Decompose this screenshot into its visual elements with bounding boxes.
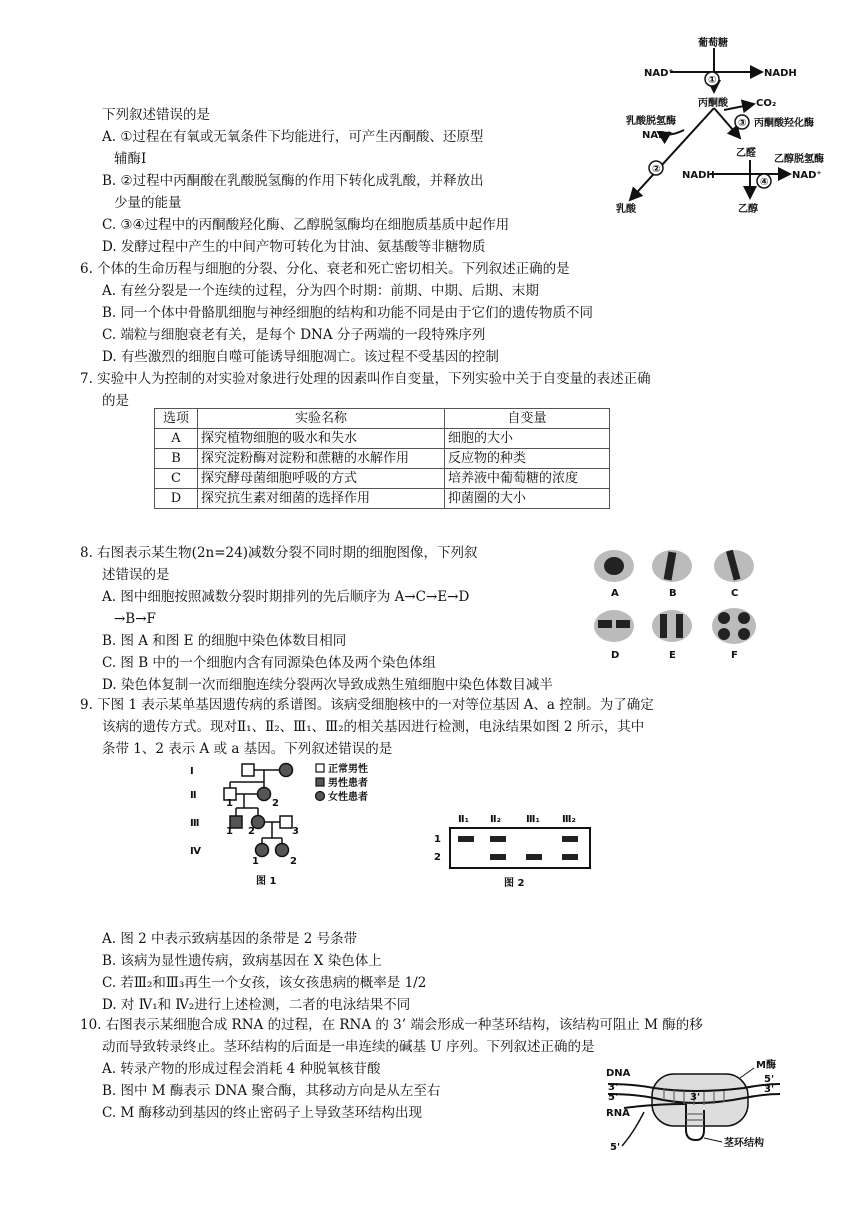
gen-label-2: Ⅱ: [190, 790, 197, 801]
label-5-prime: 5': [764, 1074, 775, 1085]
label-5-prime: 5': [608, 1092, 619, 1103]
experiment-table: [154, 408, 610, 509]
q5-option-b-line1: B. ②过程中丙酮酸在乳酸脱氢酶的作用下转化成乳酸，并释放出: [102, 173, 484, 189]
row-variable: 反应物的种类: [445, 449, 610, 469]
pedigree-i2-affected-female: [280, 764, 293, 777]
row-experiment: 探究抗生素对细菌的选择作用: [198, 489, 445, 509]
q5-option-a-line2: 辅酶Ⅰ: [114, 151, 147, 167]
q8-stem-line1: 8. 右图表示某生物(2n=24)减数分裂不同时期的细胞图像，下列叙: [80, 545, 478, 561]
row-experiment: 探究酵母菌细胞呼吸的方式: [198, 469, 445, 489]
q8-option-a-line2: →B→F: [114, 611, 156, 627]
label-nad2: NAD⁺: [642, 130, 672, 141]
band-ii2-2: [490, 854, 506, 860]
q7-stem-line2: 的是: [102, 393, 129, 409]
q6-option-d: D. 有些激烈的细胞自噬可能诱导细胞凋亡。该过程不受基因的控制: [102, 349, 499, 365]
label-nadh2: NADH: [682, 170, 715, 181]
label-pdc: 丙酮酸羟化酶: [754, 118, 814, 129]
label-co2: CO₂: [756, 98, 777, 109]
pedigree-num: 1: [226, 826, 233, 837]
band-iii1-2: [526, 854, 542, 860]
q8-option-b: B. 图 A 和图 E 的细胞中染色体数目相同: [102, 633, 347, 649]
band-ii1-1: [458, 836, 474, 842]
q6-option-b: B. 同一个体中骨骼肌细胞与神经细胞的结构和功能不同是由于它们的遗传物质不同: [102, 305, 594, 321]
label-step1: ①: [708, 75, 717, 86]
label-nad: NAD⁺: [644, 68, 674, 79]
micrograph-f: [712, 608, 756, 661]
label-stem-loop: 茎环结构: [724, 1138, 764, 1149]
pedigree-ii2-affected-female: [258, 788, 271, 801]
panel-label-d: D: [611, 650, 620, 661]
label-glucose: 葡萄糖: [698, 38, 728, 49]
q10-stem-line1: 10. 右图表示某细胞合成 RNA 的过程，在 RNA 的 3’ 端会形成一种茎环结构，该结构可阻止 M 酶的移: [80, 1017, 703, 1033]
legend-affected-male: 男性患者: [328, 778, 368, 789]
table-row: [155, 489, 610, 509]
pedigree-iii3-normal-male: [280, 816, 292, 828]
q9-stem-line2: 该病的遗传方式。现对Ⅱ₁、Ⅱ₂、Ⅲ₁、Ⅲ₂的相关基因进行检测，电泳结果如图 2 所示，其中: [102, 719, 645, 735]
q9-option-d: D. 对 Ⅳ₁和 Ⅳ₂进行上述检测，二者的电泳结果不同: [102, 997, 411, 1013]
q8-option-d: D. 染色体复制一次而细胞连续分裂两次导致成熟生殖细胞中染色体数目减半: [102, 677, 553, 693]
q5-option-d: D. 发酵过程中产生的中间产物可转化为甘油、氨基酸等非糖物质: [102, 239, 486, 255]
label-3-prime: 3': [690, 1092, 701, 1103]
lane-label: Ⅲ₂: [562, 814, 576, 825]
row-option: C: [155, 469, 198, 489]
panel-label-a: A: [611, 588, 619, 599]
panel-label-c: C: [731, 588, 739, 599]
row-variable: 培养液中葡萄糖的浓度: [445, 469, 610, 489]
q6-option-a: A. 有丝分裂是一个连续的过程，分为四个时期：前期、中期、后期、末期: [102, 283, 539, 299]
q10-stem-line2: 动而导致转录终止。茎环结构的后面是一串连续的碱基 U 序列。下列叙述正确的是: [102, 1039, 595, 1055]
label-adh: 乙醇脱氢酶: [774, 154, 824, 165]
pedigree-num: 2: [248, 826, 255, 837]
legend-normal-male-icon: [316, 764, 324, 772]
label-nadh: NADH: [764, 68, 797, 79]
q6-stem: 6. 个体的生命历程与细胞的分裂、分化、衰老和死亡密切相关。下列叙述正确的是: [80, 261, 570, 277]
label-rna: RNA: [606, 1108, 630, 1119]
header-variable: 自变量: [445, 409, 610, 429]
band-iii2-1: [562, 836, 578, 842]
gen-label-3: Ⅲ: [190, 818, 200, 829]
row-variable: 抑菌圈的大小: [445, 489, 610, 509]
legend-affected-female: 女性患者: [328, 792, 368, 803]
label-ldh: 乳酸脱氢酶: [626, 116, 676, 127]
pedigree-num: 1: [226, 798, 233, 809]
band-label-2: 2: [434, 852, 441, 863]
label-dna: DNA: [606, 1068, 631, 1079]
figure-1-caption: 图 1: [256, 876, 277, 887]
electrophoresis-figure: [430, 810, 600, 890]
q5-stem: 下列叙述错误的是: [102, 107, 210, 123]
pedigree-figure: [186, 760, 412, 890]
legend-affected-female-icon: [316, 792, 325, 801]
panel-label-b: B: [669, 588, 677, 599]
q10-option-b: B. 图中 M 酶表示 DNA 聚合酶，其移动方向是从左至右: [102, 1083, 441, 1099]
pedigree-i1-normal-male: [242, 764, 254, 776]
label-m-enzyme: M酶: [756, 1060, 776, 1071]
lane-label: Ⅱ₂: [490, 814, 501, 825]
figure-2-caption: 图 2: [504, 878, 525, 889]
row-experiment: 探究淀粉酶对淀粉和蔗糖的水解作用: [198, 449, 445, 469]
q5-option-c: C. ③④过程中的丙酮酸羟化酶、乙醇脱氢酶均在细胞质基质中起作用: [102, 217, 510, 233]
table-row: [155, 429, 610, 449]
micrograph-a: [594, 550, 634, 599]
lane-label: Ⅱ₁: [458, 814, 469, 825]
header-experiment: 实验名称: [198, 409, 445, 429]
q9-option-c: C. 若Ⅲ₂和Ⅲ₃再生一个女孩，该女孩患病的概率是 1/2: [102, 975, 427, 991]
row-experiment: 探究植物细胞的吸水和失水: [198, 429, 445, 449]
q10-option-c: C. M 酶移动到基因的终止密码子上导致茎环结构出现: [102, 1105, 423, 1121]
q5-option-b-line2: 少量的能量: [114, 195, 182, 211]
q10-option-a: A. 转录产物的形成过程会消耗 4 种脱氧核苷酸: [102, 1061, 381, 1077]
meiosis-micrographs: [590, 544, 766, 672]
legend-normal-male: 正常男性: [328, 764, 368, 775]
micrograph-d: [594, 610, 634, 661]
q8-option-c: C. 图 B 中的一个细胞内含有同源染色体及两个染色体组: [102, 655, 436, 671]
band-label-1: 1: [434, 834, 441, 845]
micrograph-c: [714, 550, 754, 599]
label-3-prime: 3': [764, 1084, 775, 1095]
table-header-row: [155, 409, 610, 429]
q9-stem-line3: 条带 1、2 表示 A 或 a 基因。下列叙述错误的是: [102, 741, 393, 757]
header-option: 选项: [155, 409, 198, 429]
gel-frame: [450, 828, 590, 868]
pedigree-num: 3: [292, 826, 299, 837]
label-3-prime: 3': [608, 1082, 619, 1093]
legend-affected-male-icon: [316, 778, 324, 786]
q9-option-a: A. 图 2 中表示致病基因的条带是 2 号条带: [102, 931, 358, 947]
gen-label-1: Ⅰ: [190, 766, 194, 777]
panel-label-f: F: [731, 650, 738, 661]
micrograph-e: [652, 610, 692, 661]
label-ethanol: 乙醇: [738, 204, 758, 215]
q9-option-b: B. 该病为显性遗传病，致病基因在 X 染色体上: [102, 953, 382, 969]
q6-option-c: C. 端粒与细胞衰老有关，是每个 DNA 分子两端的一段特殊序列: [102, 327, 486, 343]
row-option: B: [155, 449, 198, 469]
band-ii2-1: [490, 836, 506, 842]
pedigree-num: 2: [272, 798, 279, 809]
q9-stem-line1: 9. 下图 1 表示某单基因遗传病的系谱图。该病受细胞核中的一对等位基因 A、a 控制。为了确定: [80, 697, 654, 713]
label-lactate: 乳酸: [616, 204, 636, 215]
pedigree-iv1-affected-female: [256, 844, 269, 857]
row-variable: 细胞的大小: [445, 429, 610, 449]
label-pyruvate: 丙酮酸: [698, 98, 728, 109]
label-step2: ②: [652, 164, 661, 175]
pedigree-iv2-affected-female: [276, 844, 289, 857]
row-option: D: [155, 489, 198, 509]
label-step4: ④: [760, 177, 769, 188]
q8-stem-line2: 述错误的是: [102, 567, 170, 583]
q7-stem-line1: 7. 实验中人为控制的对实验对象进行处理的因素叫作自变量，下列实验中关于自变量的表述正确: [80, 371, 651, 387]
label-step3: ③: [738, 118, 747, 129]
table-row: [155, 469, 610, 489]
q5-option-a-line1: A. ①过程在有氧或无氧条件下均能进行，可产生丙酮酸、还原型: [102, 129, 484, 145]
q8-option-a-line1: A. 图中细胞按照减数分裂时期排列的先后顺序为 A→C→E→D: [102, 589, 470, 605]
label-5-prime: 5': [610, 1142, 621, 1152]
band-iii2-2: [562, 854, 578, 860]
metabolism-diagram: [612, 34, 848, 216]
transcription-diagram: [604, 1054, 780, 1152]
label-acetaldehyde: 乙醛: [736, 148, 756, 159]
gen-label-4: Ⅳ: [190, 846, 201, 857]
pedigree-num: 2: [290, 856, 297, 867]
table-row: [155, 449, 610, 469]
row-option: A: [155, 429, 198, 449]
pedigree-num: 1: [252, 856, 259, 867]
lane-label: Ⅲ₁: [526, 814, 540, 825]
panel-label-e: E: [669, 650, 676, 661]
label-nad3: NAD⁺: [792, 170, 822, 181]
micrograph-b: [652, 550, 692, 599]
